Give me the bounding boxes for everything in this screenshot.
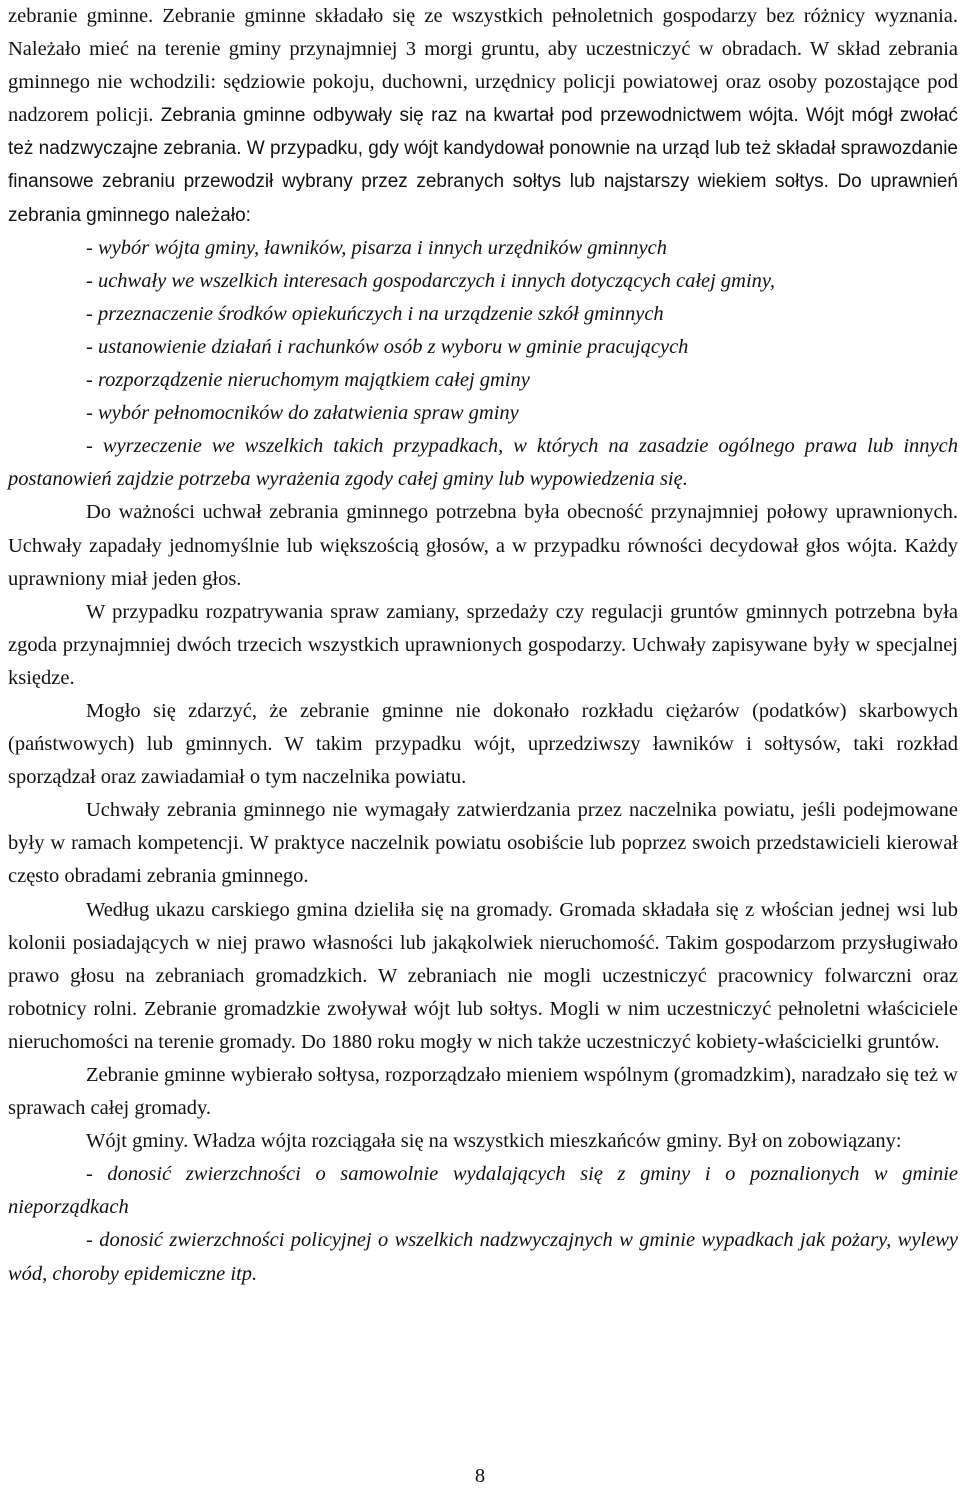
- paragraph-8: Wójt gminy. Władza wójta rozciągała się na wszystkich mieszkańców gminy. Był on zobowiązany:: [86, 1130, 902, 1153]
- list-item-4: - ustanowienie działań i rachunków osób z wyboru w gminie pracujących: [86, 335, 689, 358]
- paragraph-4: Mogło się zdarzyć, że zebranie gminne nie dokonało rozkładu ciężarów (podatków) skarbowych (państwowych) lub gminnych. W takim przypadku wójt, uprzedziwszy ławników i sołtysów, taki rozkład sporządzał oraz zawiadamiał o tym naczelnika powiatu.: [8, 699, 958, 789]
- paragraph-6: Według ukazu carskiego gmina dzieliła się na gromady. Gromada składała się z włościan jednej wsi lub kolonii posiadających w niej prawo własności lub jakąkolwiek nieruchomość. Takim gospodarzom przysługiwało prawo głosu na zebraniach gromadzkich. W zebraniach nie mogli uczestniczyć pracownicy folwarczni oraz robotnicy rolni. Zebranie gromadzkie zwoływał wójt lub sołtys. Mogli w nim uczestniczyć pełnoletni właściciele nieruchomości na terenie gromady. Do 1880 roku mogły w nich także uczestniczyć kobiety-właścicielki gruntów.: [8, 898, 958, 1053]
- paragraph-1: [8, 0, 958, 232]
- list-item-7: - wyrzeczenie we wszelkich takich przypadkach, w których na zasadzie ogólnego prawa lub innych postanowień zajdzie potrzeba wyrażenia zgody całej gminy lub wypowiedzenia się.: [8, 435, 958, 491]
- list-item-3: - przeznaczenie środków opiekuńczych i na urządzenie szkół gminnych: [86, 302, 664, 325]
- document-page: [8, 0, 958, 1291]
- list2-item-1: - donosić zwierzchności o samowolnie wydalających się z gminy i o poznalionych w gminie nieporządkach: [8, 1163, 958, 1219]
- page-number: 8: [474, 1465, 486, 1487]
- list2-item-2: - donosić zwierzchności policyjnej o wszelkich nadzwyczajnych w gminie wypadkach jak pożary, wylewy wód, choroby epidemiczne itp.: [8, 1229, 958, 1285]
- paragraph-7: Zebranie gminne wybierało sołtysa, rozporządzało mieniem wspólnym (gromadzkim), naradzało się też w sprawach całej gromady.: [8, 1064, 958, 1120]
- list-item-5: - rozporządzenie nieruchomym majątkiem całej gminy: [86, 369, 530, 392]
- paragraph-2: Do ważności uchwał zebrania gminnego potrzebna była obecność przynajmniej połowy uprawnionych. Uchwały zapadały jednomyślnie lub większością głosów, a w przypadku równości decydował głos wójta. Każdy uprawniony miał jeden głos.: [8, 501, 958, 590]
- list-item-6: - wybór pełnomocników do załatwienia spraw gminy: [86, 402, 519, 425]
- paragraph-1-part-b: Zebrania gminne odbywały się raz na kwartał pod przewodnictwem wójta. Wójt mógł zwołać też nadzwyczajne zebrania. W przypadku, gdy wójt kandydował ponownie na urząd lub też składał sprawozdanie finansowe zebraniu przewodził wybrany przez zebranych sołtys lub najstarszy wiekiem sołtys. Do uprawnień zebrania gminnego należało:: [8, 105, 959, 226]
- paragraph-3: W przypadku rozpatrywania spraw zamiany, sprzedaży czy regulacji gruntów gminnych potrzebna była zgoda przynajmniej dwóch trzecich wszystkich uprawnionych gospodarzy. Uchwały zapisywane były w specjalnej księdze.: [8, 600, 958, 689]
- list-item-2: - uchwały we wszelkich interesach gospodarczych i innych dotyczących całej gminy,: [86, 269, 776, 292]
- list-item-1: - wybór wójta gminy, ławników, pisarza i innych urzędników gminnych: [86, 236, 667, 259]
- paragraph-5: Uchwały zebrania gminnego nie wymagały zatwierdzania przez naczelnika powiatu, jeśli podejmowane były w ramach kompetencji. W praktyce naczelnik powiatu osobiście lub poprzez swoich przedstawicieli kierował często obradami zebrania gminnego.: [8, 799, 958, 888]
- paragraph-1-part-a: zebranie gminne. Zebranie gminne składało się ze wszystkich pełnoletnich gospodarzy bez różnicy wyznania. Należało mieć na terenie gminy przynajmniej 3 morgi gruntu, aby uczestniczyć w obradach. W skład zebrania gminnego nie wchodzili: sędziowie pokoju, duchowni, urzędnicy policji powiatowej oraz osoby pozostające pod nadzorem policji.: [8, 5, 958, 127]
